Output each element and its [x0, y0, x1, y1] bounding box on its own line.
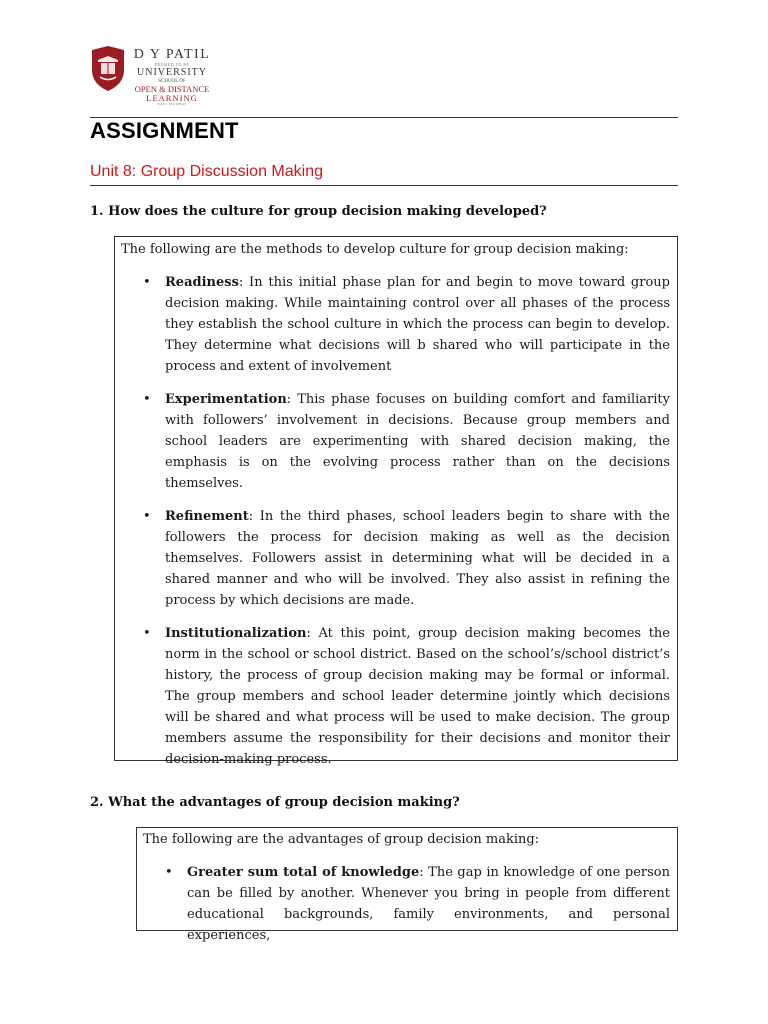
item-text: : At this point, group decision making becomes the norm in the school or school district. Based on the school’s/school district’s history, the process of group decision making may be formal or informal. The group members and school leader determine jointly which decisions will be shared and what process will be used to make decision. The group members assume the responsibility for their decisions and monitor their decision-making process.: [165, 626, 670, 767]
logo-deemed: DEEMED TO BE: [154, 62, 190, 67]
list-item: [121, 623, 670, 770]
unit-heading: Unit 8: Group Discussion Making: [90, 163, 323, 180]
list-item: [121, 506, 670, 611]
question-2: 2. What the advantages of group decision making?: [90, 795, 460, 810]
question-1: 1. How does the culture for group decision making developed?: [90, 204, 547, 219]
item-term: Experimentation: [165, 392, 287, 407]
shield-emblem-icon: [90, 46, 126, 92]
bullet-icon: •: [143, 392, 151, 407]
bullet-icon: •: [143, 509, 151, 524]
answer-box-1: [114, 236, 678, 767]
page-title: ASSIGNMENT: [90, 118, 239, 143]
bullet-icon: •: [143, 626, 151, 641]
list-item: [121, 272, 670, 377]
logo-name: D Y PATIL: [133, 47, 211, 62]
logo-university: UNIVERSITY: [137, 67, 207, 78]
item-text: : This phase focuses on building comfort and familiarity with followers’ involvement in decisions. Because group members and school leaders are experimenting with shared decision making, the emphasis is on the evolving process rather than on the decisions themselves.: [165, 392, 670, 491]
item-text: : In the third phases, school leaders begin to share with the followers the process for decision making as well as the decision themselves. Followers assist in determining what will be decided in a shared manner and who will be involved. They also assist in refining the process by which decisions are made.: [165, 509, 670, 608]
answer-1-list: [121, 272, 670, 770]
item-term: Refinement: [165, 509, 249, 524]
unit-rule: [90, 185, 678, 186]
bullet-icon: •: [143, 275, 151, 290]
university-logo: [90, 46, 220, 112]
item-term: Institutionalization: [165, 626, 307, 641]
list-item: [143, 862, 670, 946]
answer-1-intro: The following are the methods to develop culture for group decision making:: [121, 242, 629, 257]
answer-2-list: [143, 862, 670, 946]
answer-2-intro: The following are the advantages of group decision making:: [143, 832, 540, 847]
logo-school: SCHOOL OF: [158, 79, 186, 84]
logo-odl-line1: OPEN & DISTANCE: [134, 84, 210, 94]
bullet-icon: •: [165, 865, 173, 880]
answer-box-2: [136, 827, 678, 943]
item-text: : In this initial phase plan for and begin to move toward group decision making. While maintaining control over all phases of the process they establish the school culture in which the process can begin to develop. They determine what decisions will b shared who will participate in the process and extent of involvement: [165, 275, 670, 374]
item-text: : The gap in knowledge of one person can be filled by another. Whenever you bring in people from different educational backgrounds, family environments, and personal experiences,: [187, 865, 671, 943]
logo-wordmark: [126, 48, 218, 107]
logo-odl-line2: LEARNING: [146, 92, 198, 103]
item-term: Greater sum total of knowledge: [187, 865, 420, 880]
item-term: Readiness: [165, 275, 239, 290]
list-item: [121, 389, 670, 494]
logo-city: NAVI MUMBAI: [157, 102, 187, 106]
